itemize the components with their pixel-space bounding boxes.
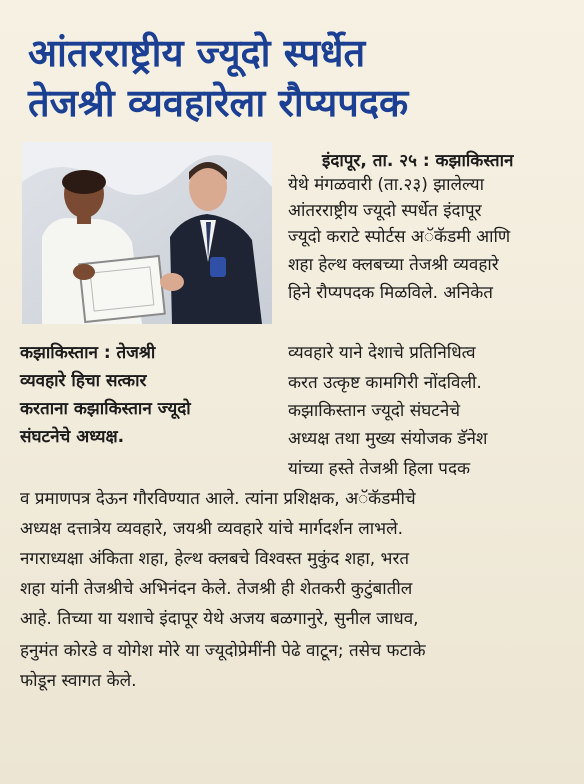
headline-line-1: आंतरराष्ट्रीय ज्यूदो स्पर्धेत <box>28 31 366 75</box>
article-line: व्यवहारे याने देशाचे प्रतिनिधित्व <box>288 343 476 363</box>
caption-line: व्यवहारे हिचा सत्कार <box>20 371 147 391</box>
caption-line: कझाकिस्तान : तेजश्री <box>20 343 156 363</box>
article-dateline: इंदापूर, ता. २५ : कझाकिस्तान <box>322 151 514 171</box>
article-line: येथे मंगळवारी (ता.२३) झालेल्या <box>288 175 485 195</box>
article-line: करत उत्कृष्ट कामगिरी नोंदविली. <box>288 373 482 393</box>
article-line: व प्रमाणपत्र देऊन गौरविण्यात आले. त्यांना प्रशिक्षक, अॅकॅडमीचे <box>20 489 416 509</box>
article-line: यांच्या हस्ते तेजश्री हिला पदक <box>288 459 471 479</box>
article-line: आहे. तिच्या या यशाचे इंदापूर येथे अजय बळगानुरे, सुनील जाधव, <box>20 609 419 629</box>
article-line: फोडून स्वागत केले. <box>20 671 137 691</box>
caption-line: संघटनेचे अध्यक्ष. <box>20 427 125 447</box>
article-line: ज्यूदो कराटे स्पोर्टस अॅकॅडमी आणि <box>288 227 511 247</box>
article-line: हनुमंत कोरडे व योगेश मोरे या ज्यूदोप्रेमींनी पेढे वाटून; तसेच फटाके <box>20 641 426 661</box>
article-line: नगराध्यक्षा अंकिता शहा, हेल्थ क्लबचे विश्वस्त मुकुंद शहा, भरत <box>20 549 410 569</box>
headline-line-2: तेजश्री व्यवहारेला रौप्यपदक <box>28 81 409 125</box>
article-line: हिने रौप्यपदक मिळविले. अनिकेत <box>288 283 493 303</box>
article-line: कझाकिस्तान ज्यूदो संघटनेचे <box>288 401 461 421</box>
article-line: अध्यक्ष तथा मुख्य संयोजक डॅनेश <box>288 429 488 449</box>
caption-line: करताना कझाकिस्तान ज्यूदो <box>20 399 191 419</box>
article-line: आंतरराष्ट्रीय ज्यूदो स्पर्धेत इंदापूर <box>288 201 482 221</box>
article-line: अध्यक्ष दत्तात्रेय व्यवहारे, जयश्री व्यवहारे यांचे मार्गदर्शन लाभले. <box>20 519 404 539</box>
award-photo <box>22 142 272 324</box>
article-line: शहा यांनी तेजश्रीचे अभिनंदन केले. तेजश्री ही शेतकरी कुटुंबातील <box>20 579 413 599</box>
article-line: शहा हेल्थ क्लबच्या तेजश्री व्यवहारे <box>288 255 499 275</box>
